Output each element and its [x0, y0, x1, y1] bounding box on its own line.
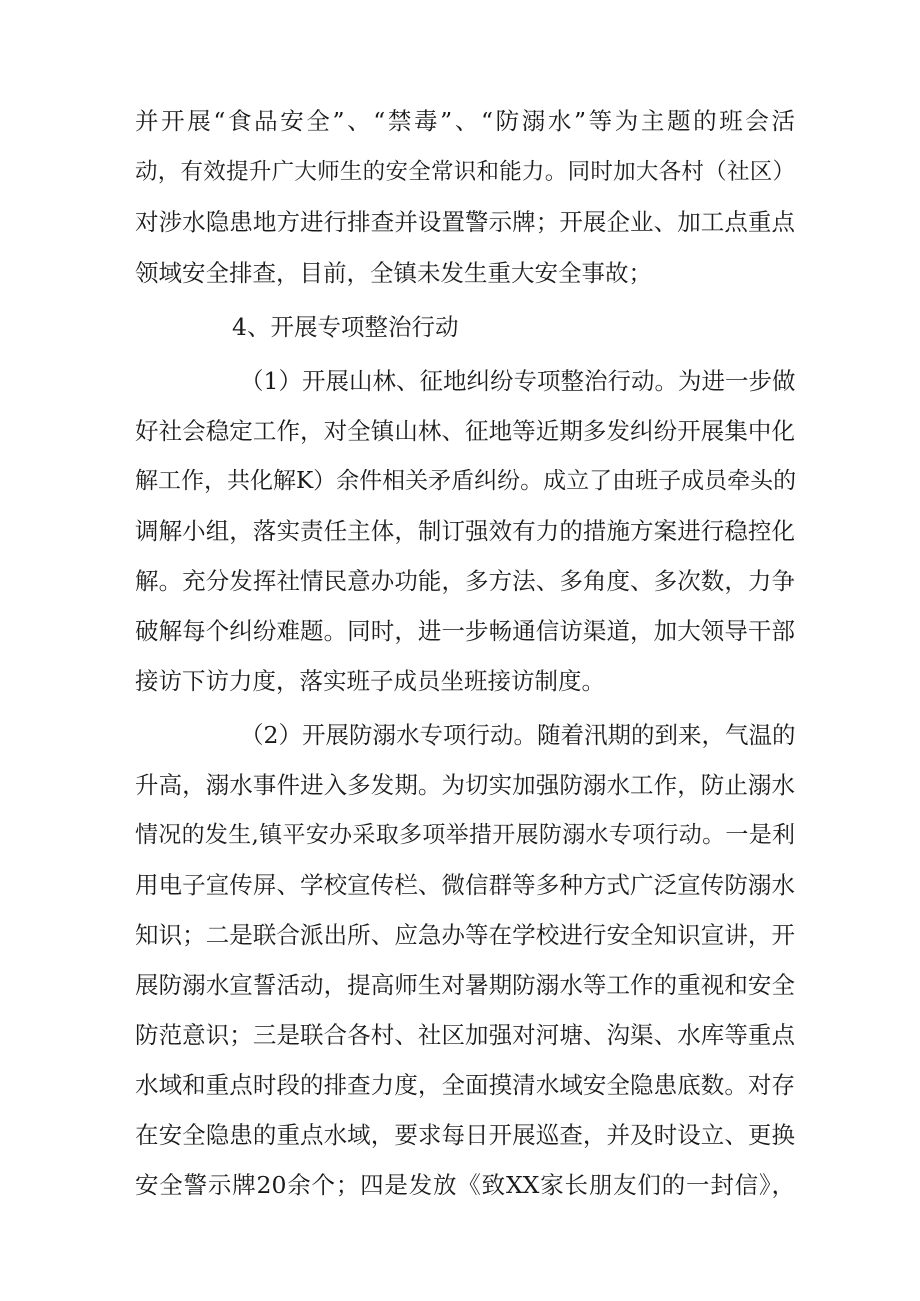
- paragraph-3-line-1: （2）开展防溺水专项行动。随着汛期的到来，气温的: [240, 721, 796, 749]
- paragraph-2-line-7: 接访下访力度，落实班子成员坐班接访制度。: [135, 667, 605, 695]
- paragraph-3-line-7: 防范意识；三是联合各村、社区加强对河塘、沟渠、水库等重点: [135, 1021, 795, 1049]
- paragraph-1-line-4: 领域安全排查，目前，全镇未发生重大安全事故；: [135, 259, 652, 287]
- paragraph-1-line-3: 对涉水隐患地方进行排查并设置警示牌；开展企业、加工点重点: [135, 208, 795, 236]
- paragraph-3-line-6: 展防溺水宣誓活动，提高师生对暑期防溺水等工作的重视和安全: [135, 971, 795, 999]
- paragraph-3-line-4: 用电子宣传屏、学校宣传栏、微信群等多种方式广泛宣传防溺水: [135, 871, 795, 899]
- paragraph-3-line-3: 情况的发生,镇平安办采取多项举措开展防溺水专项行动。一是利: [135, 822, 795, 848]
- paragraph-3-line-8: 水域和重点时段的排查力度，全面摸清水域安全隐患底数。对存: [135, 1071, 795, 1099]
- paragraph-2-line-3: 解工作，共化解K）余件相关矛盾纠纷。成立了由班子成员牵头的: [135, 468, 797, 494]
- paragraph-3-line-2: 升高，溺水事件进入多发期。为切实加强防溺水工作，防止溺水: [135, 771, 795, 799]
- paragraph-1-line-1: 并开展“食品安全”、“禁毒”、“防溺水”等为主题的班会活: [135, 107, 795, 135]
- paragraph-3-line-10: 安全警示牌20余个；四是发放《致XX家长朋友们的一封信》，: [135, 1171, 795, 1199]
- section-heading-4: 4、开展专项整治行动: [232, 313, 459, 341]
- paragraph-3-line-5: 知识；二是联合派出所、应急办等在学校进行安全知识宣讲，开: [135, 921, 795, 949]
- paragraph-2-line-2: 好社会稳定工作，对全镇山林、征地等近期多发纠纷开展集中化: [135, 417, 795, 445]
- paragraph-2-line-1: （1）开展山林、征地纠纷专项整治行动。为进一步做: [240, 367, 796, 395]
- paragraph-2-line-5: 解。充分发挥社情民意办功能，多方法、多角度、多次数，力争: [135, 567, 795, 595]
- paragraph-3-line-9: 在安全隐患的重点水域，要求每日开展巡查，并及时设立、更换: [135, 1121, 795, 1149]
- paragraph-1-line-2: 动，有效提升广大师生的安全常识和能力。同时加大各村（社区）: [135, 159, 795, 185]
- paragraph-2-line-6: 破解每个纠纷难题。同时，进一步畅通信访渠道，加大领导干部: [135, 617, 795, 645]
- paragraph-2-line-4: 调解小组，落实责任主体，制订强效有力的措施方案进行稳控化: [135, 517, 795, 545]
